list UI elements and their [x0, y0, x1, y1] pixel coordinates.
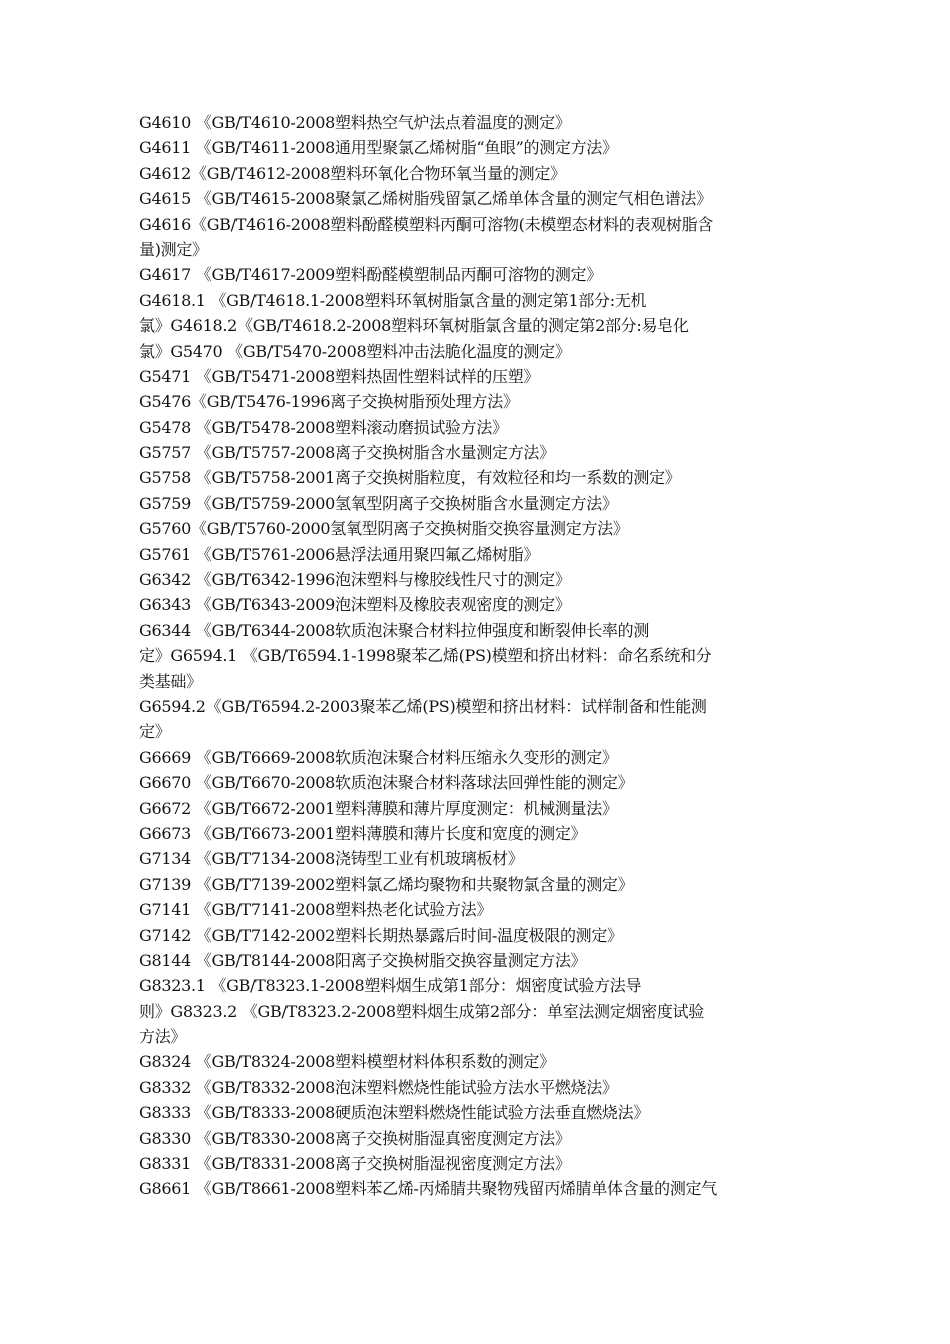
text-line: G6672 《GB/T6672-2001塑料薄膜和薄片厚度测定：机械测量法》 [139, 798, 618, 818]
text-line: G8144 《GB/T8144-2008阳离子交换树脂交换容量测定方法》 [139, 950, 587, 970]
text-line: G5471 《GB/T5471-2008塑料热固性塑料试样的压塑》 [139, 366, 540, 386]
text-line: 量)测定》 [139, 239, 208, 259]
text-line: G8323.1 《GB/T8323.1-2008塑料烟生成第1部分：烟密度试验方法导 [139, 976, 642, 996]
text-line: 方法》 [139, 1027, 187, 1047]
text-line: G5761 《GB/T5761-2006悬浮法通用聚四氟乙烯树脂》 [139, 544, 540, 564]
text-line: G5760《GB/T5760-2000氢氧型阴离子交换树脂交换容量测定方法》 [139, 519, 629, 539]
text-line: G6344 《GB/T6344-2008软质泡沫聚合材料拉伸强度和断裂伸长率的测 [139, 620, 650, 640]
text-line: G4615 《GB/T4615-2008聚氯乙烯树脂残留氯乙烯单体含量的测定气相色谱法》 [139, 189, 712, 209]
text-line: G6594.2《GB/T6594.2-2003聚苯乙烯(PS)模塑和挤出材料：试样制备和性能测 [139, 696, 707, 716]
text-line: 氯》G4618.2《GB/T4618.2-2008塑料环氧树脂氯含量的测定第2部分:易皂化 [139, 316, 689, 336]
text-line: G4612《GB/T4612-2008塑料环氧化合物环氧当量的测定》 [139, 163, 566, 183]
text-line: G8333 《GB/T8333-2008硬质泡沫塑料燃烧性能试验方法垂直燃烧法》 [139, 1103, 650, 1123]
text-line: G6670 《GB/T6670-2008软质泡沫聚合材料落球法回弹性能的测定》 [139, 773, 634, 793]
text-line: G4616《GB/T4616-2008塑料酚醛模塑料丙酮可溶物(未模塑态材料的表观树脂含 [139, 214, 713, 234]
text-line: G6342 《GB/T6342-1996泡沫塑料与橡胶线性尺寸的测定》 [139, 570, 571, 590]
text-line: G6669 《GB/T6669-2008软质泡沫聚合材料压缩永久变形的测定》 [139, 747, 618, 767]
text-line: 类基础》 [139, 671, 202, 691]
text-line: G5757 《GB/T5757-2008离子交换树脂含水量测定方法》 [139, 443, 555, 463]
text-line: G5478 《GB/T5478-2008塑料滚动磨损试验方法》 [139, 417, 508, 437]
text-line: G8332 《GB/T8332-2008泡沫塑料燃烧性能试验方法水平燃烧法》 [139, 1077, 618, 1097]
text-line: G4611 《GB/T4611-2008通用型聚氯乙烯树脂“鱼眼”的测定方法》 [139, 138, 618, 158]
text-line: G5758 《GB/T5758-2001离子交换树脂粒度，有效粒径和均一系数的测定》 [139, 468, 681, 488]
text-line: G8324 《GB/T8324-2008塑料模塑材料体积系数的测定》 [139, 1052, 555, 1072]
text-line: 定》G6594.1 《GB/T6594.1-1998聚苯乙烯(PS)模塑和挤出材料：命名系统和分 [139, 646, 712, 666]
text-line: 定》 [139, 722, 171, 742]
text-line: G8331 《GB/T8331-2008离子交换树脂湿视密度测定方法》 [139, 1154, 571, 1174]
text-line: 氯》G5470 《GB/T5470-2008塑料冲击法脆化温度的测定》 [139, 341, 571, 361]
text-line: G8661 《GB/T8661-2008塑料苯乙烯-丙烯腈共聚物残留丙烯腈单体含量的测定气 [139, 1179, 717, 1199]
text-line: 则》G8323.2 《GB/T8323.2-2008塑料烟生成第2部分：单室法测定烟密度试验 [139, 1001, 704, 1021]
text-line: G4610 《GB/T4610-2008塑料热空气炉法点着温度的测定》 [139, 113, 571, 132]
text-line: G4617 《GB/T4617-2009塑料酚醛模塑制品丙酮可溶物的测定》 [139, 265, 602, 285]
document-body [139, 110, 811, 1202]
text-line: G6343 《GB/T6343-2009泡沫塑料及橡胶表观密度的测定》 [139, 595, 571, 615]
text-line: G4618.1 《GB/T4618.1-2008塑料环氧树脂氯含量的测定第1部分:无机 [139, 290, 647, 310]
text-line: G5759 《GB/T5759-2000氢氧型阴离子交换树脂含水量测定方法》 [139, 493, 618, 513]
text-line: G7141 《GB/T7141-2008塑料热老化试验方法》 [139, 900, 493, 920]
text-line: G7134 《GB/T7134-2008浇铸型工业有机玻璃板材》 [139, 849, 524, 869]
text-line: G7139 《GB/T7139-2002塑料氯乙烯均聚物和共聚物氯含量的测定》 [139, 874, 634, 894]
text-line: G7142 《GB/T7142-2002塑料长期热暴露后时间-温度极限的测定》 [139, 925, 623, 945]
text-line: G8330 《GB/T8330-2008离子交换树脂湿真密度测定方法》 [139, 1128, 571, 1148]
text-line: G6673 《GB/T6673-2001塑料薄膜和薄片长度和宽度的测定》 [139, 823, 587, 843]
text-line: G5476《GB/T5476-1996离子交换树脂预处理方法》 [139, 392, 519, 412]
